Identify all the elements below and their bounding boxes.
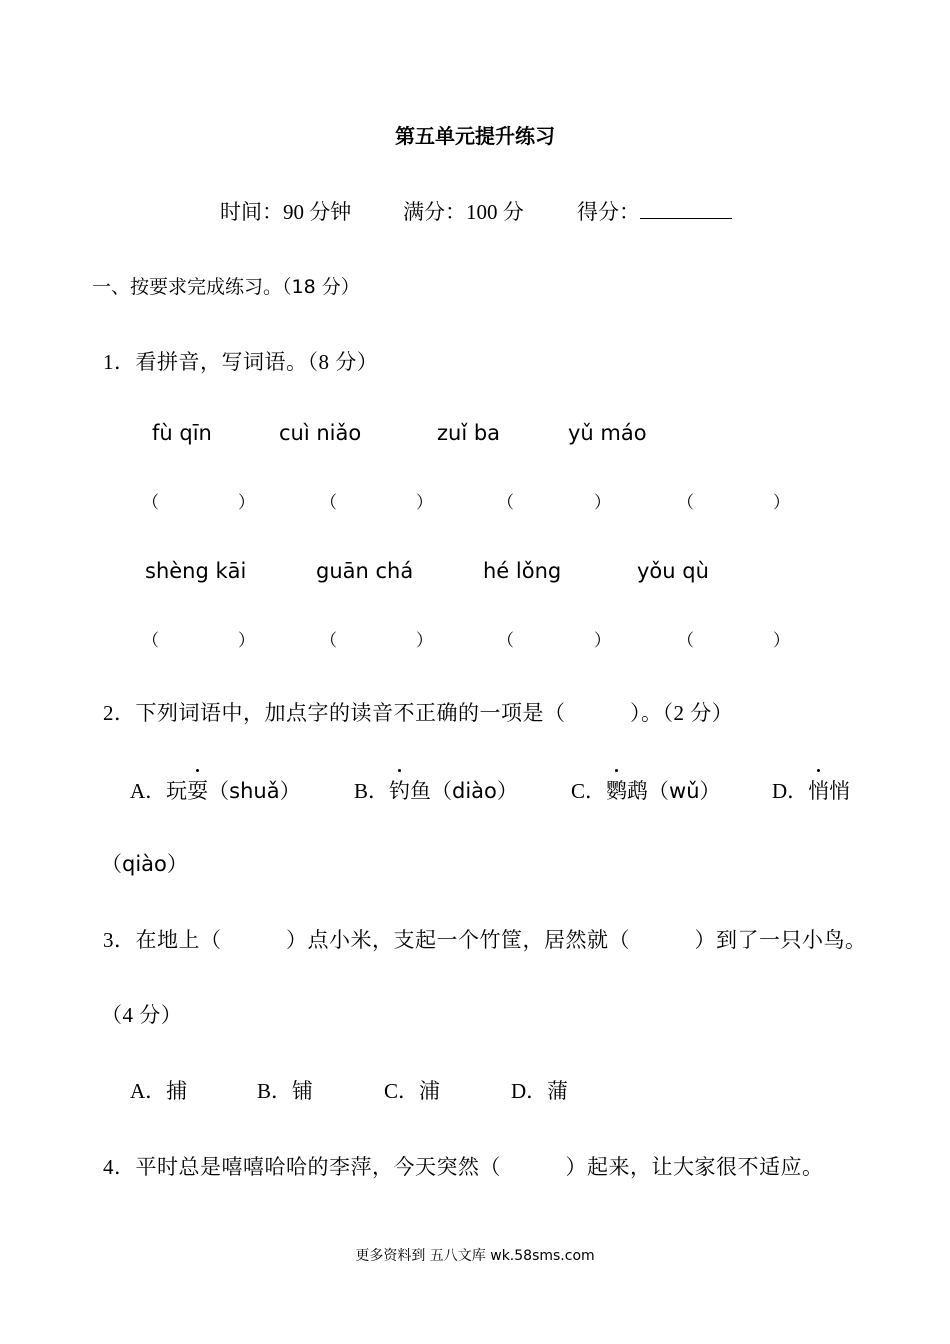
answer-paren-open: （ (142, 493, 159, 512)
answer-paren-open: （ (142, 631, 159, 650)
answer-paren-close: ） (594, 631, 611, 650)
answer-paren-close: ） (416, 493, 433, 512)
pinyin-item: yǔ máo (568, 421, 647, 445)
option-a: A．捕 (130, 1079, 188, 1103)
answer-paren-close: ） (416, 631, 433, 650)
option-c: C．浦 (384, 1079, 441, 1103)
question-4: 4．平时总是嘻嘻哈哈的李萍，今天突然（ ）起来，让大家很不适应。 (103, 1155, 824, 1179)
option-b: B．钓鱼（diào） (354, 775, 518, 805)
answer-paren-open: （ (320, 493, 337, 512)
pinyin-item: cuì niǎo (279, 421, 362, 445)
footer-watermark: 更多资料到 五八文库 wk.58sms.com (355, 1248, 595, 1264)
pinyin-item: yǒu qù (637, 559, 709, 583)
question-2: 2．下列词语中，加点字的读音不正确的一项是（ ）。（2 分） (103, 701, 734, 725)
answer-paren-open: （ (497, 493, 514, 512)
pinyin-item: hé lǒng (483, 559, 562, 583)
pinyin-item: guān chá (316, 559, 414, 583)
question-1: 1．看拼音，写词语。（8 分） (103, 350, 379, 374)
option-d: D．悄悄 (772, 775, 850, 805)
score-label: 得分： (577, 200, 640, 224)
question-3-score: （4 分） (101, 1003, 183, 1027)
option-d-pinyin: （qiào） (101, 852, 188, 876)
option-b: B．铺 (257, 1079, 314, 1103)
section-heading: 一、按要求完成练习。（18 分） (92, 276, 360, 298)
answer-paren-close: ） (238, 493, 255, 512)
exam-full-score: 满分：100 分 (403, 200, 524, 224)
answer-paren-open: （ (677, 631, 694, 650)
answer-paren-close: ） (238, 631, 255, 650)
answer-paren-open: （ (320, 631, 337, 650)
page-title: 第五单元提升练习 (395, 124, 555, 148)
option-d: D．蒲 (511, 1079, 569, 1103)
answer-paren-close: ） (773, 631, 790, 650)
option-c: C．鹦鹉（wǔ） (571, 775, 721, 805)
answer-paren-open: （ (497, 631, 514, 650)
answer-paren-close: ） (773, 493, 790, 512)
score-field (577, 196, 732, 226)
option-a: A．玩耍（shuǎ） (130, 775, 301, 805)
score-blank[interactable] (640, 198, 732, 219)
answer-paren-close: ） (594, 493, 611, 512)
answer-paren-open: （ (677, 493, 694, 512)
pinyin-item: fù qīn (152, 421, 212, 445)
pinyin-item: shèng kāi (145, 559, 247, 583)
pinyin-item: zuǐ ba (437, 421, 501, 445)
exam-time: 时间：90 分钟 (220, 200, 352, 224)
question-3: 3．在地上（ ）点小米，支起一个竹筐，居然就（ ）到了一只小鸟。 (103, 928, 867, 952)
